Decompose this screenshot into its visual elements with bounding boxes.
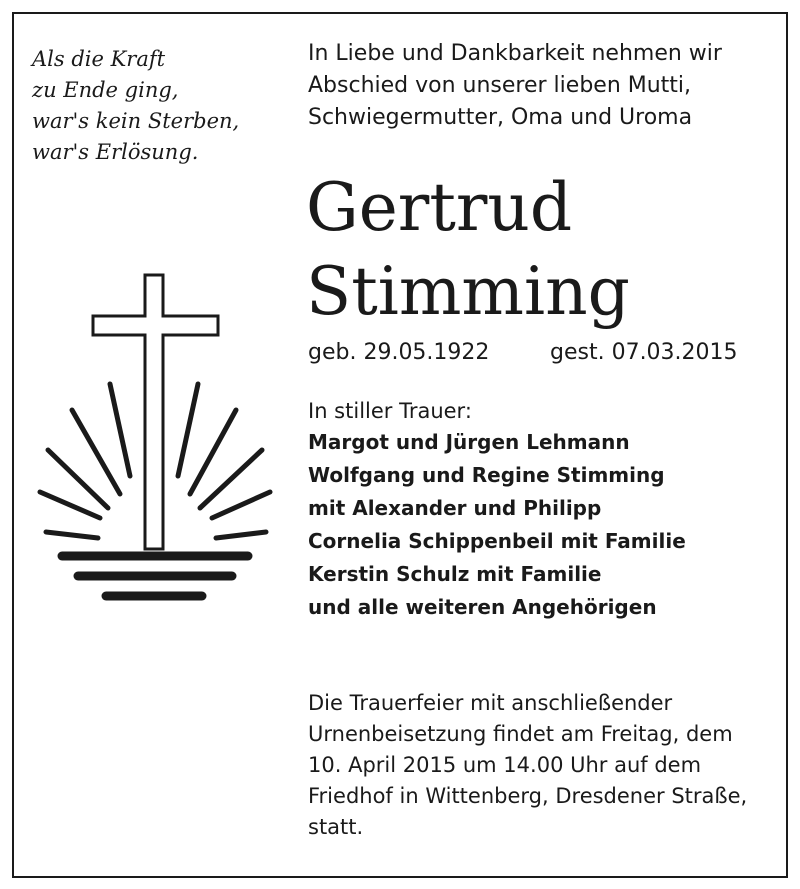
mourner-line: Cornelia Schippenbeil mit Familie bbox=[308, 529, 686, 553]
water-waves-icon bbox=[62, 556, 248, 596]
intro-line: In Liebe und Dankbarkeit nehmen wir bbox=[308, 41, 722, 66]
service-line: Die Trauerfeier mit anschließender bbox=[308, 691, 673, 715]
mourner-line: Kerstin Schulz mit Familie bbox=[308, 562, 602, 586]
first-name: Gertrud bbox=[306, 169, 573, 246]
mourner-line: mit Alexander und Philipp bbox=[308, 496, 602, 520]
cross-sun-water-icon bbox=[30, 266, 290, 606]
death-date: gest. 07.03.2015 bbox=[550, 340, 738, 365]
poem bbox=[32, 44, 282, 168]
intro-text bbox=[308, 38, 778, 134]
mourner-line: Margot und Jürgen Lehmann bbox=[308, 430, 630, 454]
service-line: 10. April 2015 um 14.00 Uhr auf dem bbox=[308, 753, 702, 777]
poem-line: war's kein Sterben, bbox=[32, 109, 240, 133]
last-name: Stimming bbox=[306, 253, 630, 330]
service-line: statt. bbox=[308, 815, 364, 839]
poem-line: Als die Kraft bbox=[32, 47, 166, 71]
intro-line: Schwiegermutter, Oma und Uroma bbox=[308, 105, 693, 130]
birth-date: geb. 29.05.1922 bbox=[308, 340, 490, 365]
mourners-heading: In stiller Trauer: bbox=[308, 399, 472, 423]
mourners-list bbox=[308, 426, 788, 624]
poem-line: zu Ende ging, bbox=[32, 78, 179, 102]
intro-line: Abschied von unserer lieben Mutti, bbox=[308, 73, 692, 98]
deceased-name bbox=[306, 166, 786, 334]
mourner-line: Wolfgang und Regine Stimming bbox=[308, 463, 665, 487]
funeral-service-info bbox=[308, 688, 788, 843]
service-line: Urnenbeisetzung findet am Freitag, dem bbox=[308, 722, 733, 746]
mourner-line: und alle weiteren Angehörigen bbox=[308, 595, 657, 619]
service-line: Friedhof in Wittenberg, Dresdener Straße, bbox=[308, 784, 748, 808]
sun-rays-icon bbox=[40, 384, 270, 538]
poem-line: war's Erlösung. bbox=[32, 140, 199, 164]
